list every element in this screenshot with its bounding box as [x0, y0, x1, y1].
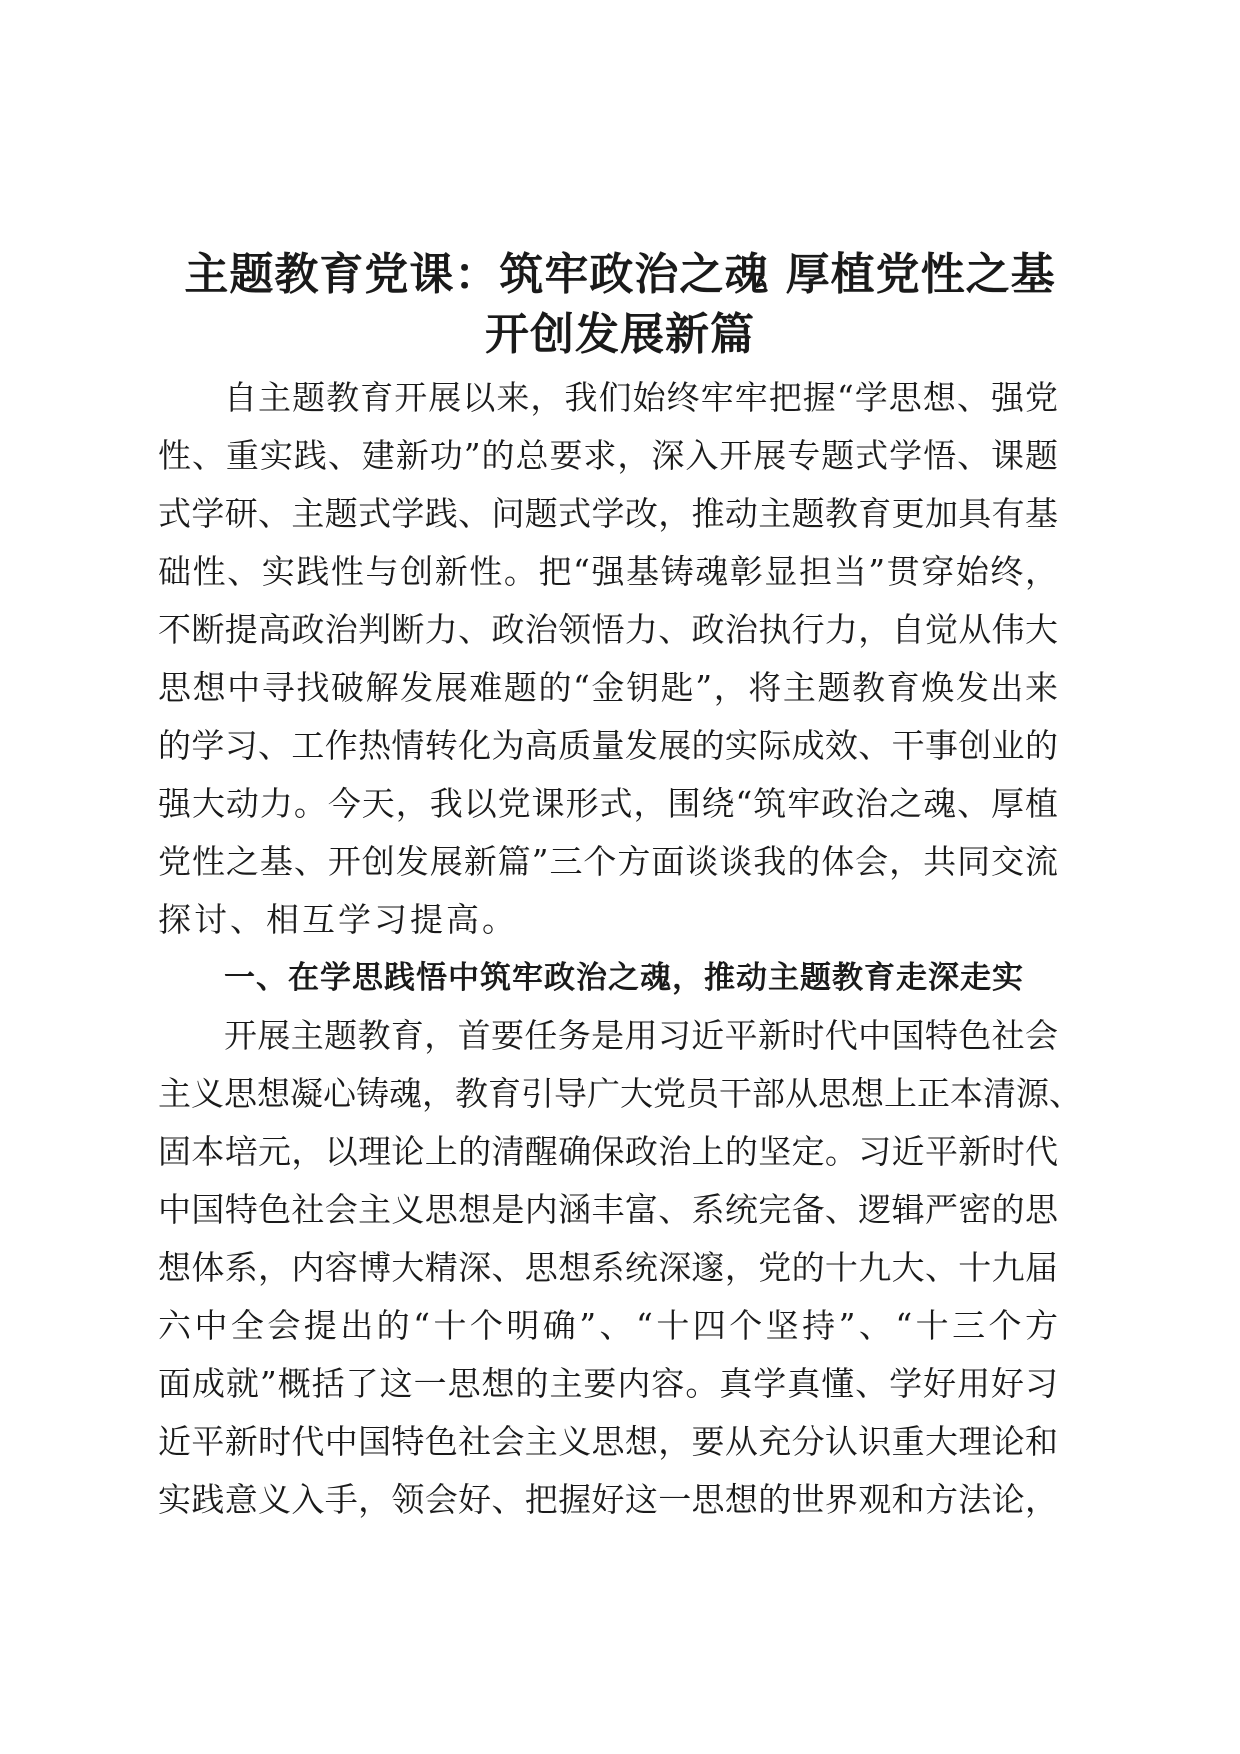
document-title-line-1: 主题教育党课：筑牢政治之魂 厚植党性之基	[184, 249, 1056, 300]
paragraph-line: 开展主题教育，首要任务是用习近平新时代中国特色社会	[224, 1016, 1058, 1055]
paragraph-line: 想体系，内容博大精深、思想系统深邃，党的十九大、十九届	[158, 1248, 1058, 1287]
paragraph-line: 础性、实践性与创新性。把“强基铸魂彰显担当”贯穿始终，	[158, 552, 1058, 591]
paragraph-line: 自主题教育开展以来，我们始终牢牢把握“学思想、强党	[224, 378, 1058, 417]
paragraph-line: 党性之基、开创发展新篇”三个方面谈谈我的体会，共同交流	[158, 842, 1058, 881]
paragraph-line: 探讨、相互学习提高。	[158, 900, 518, 939]
paragraph-line: 近平新时代中国特色社会主义思想，要从充分认识重大理论和	[158, 1422, 1058, 1461]
paragraph-line: 主义思想凝心铸魂，教育引导广大党员干部从思想上正本清源、	[158, 1074, 1082, 1113]
paragraph-line: 固本培元，以理论上的清醒确保政治上的坚定。习近平新时代	[158, 1132, 1058, 1171]
paragraph-line: 面成就”概括了这一思想的主要内容。真学真懂、学好用好习	[158, 1364, 1058, 1403]
paragraph-line: 的学习、工作热情转化为高质量发展的实际成效、干事创业的	[158, 726, 1058, 765]
paragraph-line: 中国特色社会主义思想是内涵丰富、系统完备、逻辑严密的思	[158, 1190, 1058, 1229]
paragraph-line: 思想中寻找破解发展难题的“金钥匙”，将主题教育焕发出来	[158, 668, 1058, 707]
paragraph-line: 式学研、主题式学践、问题式学改，推动主题教育更加具有基	[158, 494, 1058, 533]
paragraph-line: 不断提高政治判断力、政治领悟力、政治执行力，自觉从伟大	[158, 610, 1058, 649]
document-title-line-2: 开创发展新篇	[485, 309, 755, 360]
section-heading: 一、在学思践悟中筑牢政治之魂，推动主题教育走深走实	[224, 960, 1024, 996]
paragraph-line: 实践意义入手，领会好、把握好这一思想的世界观和方法论，	[158, 1480, 1058, 1519]
paragraph-line: 性、重实践、建新功”的总要求，深入开展专题式学悟、课题	[158, 436, 1058, 475]
paragraph-line: 六中全会提出的“十个明确”、“十四个坚持”、“十三个方	[158, 1306, 1058, 1345]
paragraph-line: 强大动力。今天，我以党课形式，围绕“筑牢政治之魂、厚植	[158, 784, 1058, 823]
